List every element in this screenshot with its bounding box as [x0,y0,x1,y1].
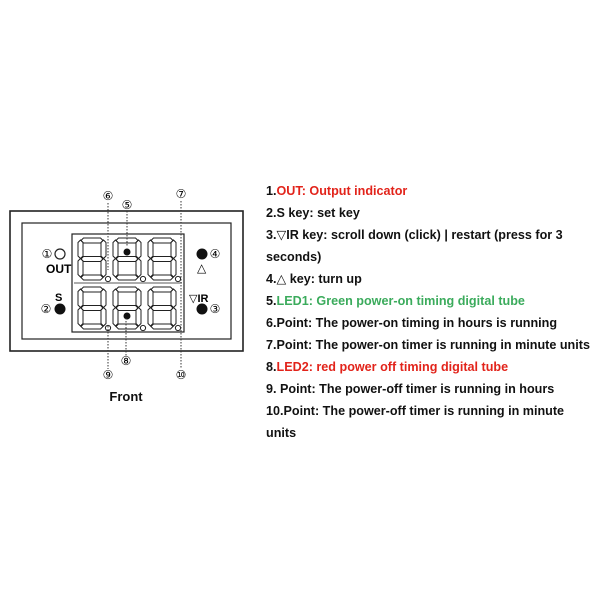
callout-9: ⑨ [102,368,114,382]
digit-segment [151,287,173,292]
digit-segment [78,308,83,327]
legend-item-10: 10.Point: The power-off timer is running in minute units [266,404,565,440]
legend-item-9: 9. Point: The power-off timer is running in hours [266,382,555,396]
led-marker-dot [124,313,131,320]
decimal-point [175,325,180,330]
ir-key-button[interactable] [197,304,208,315]
digit-segment [81,324,103,329]
legend-item-1: 1.OUT: Output indicator [266,184,408,198]
led-marker-dot [124,249,131,256]
digit-segment [78,259,83,278]
digit-segment [171,240,176,259]
callout-2: ② [40,302,52,316]
seven-segment-digit [78,238,106,280]
front-caption: Front [109,389,143,404]
digit-segment [151,238,173,243]
seven-segment-digit [148,287,176,329]
digit-segment [116,275,138,280]
legend-item-4: 4.△ key: turn up [266,272,362,286]
ir-key-label: ▽IR [189,293,209,305]
digit-segment [148,308,153,327]
decimal-point [140,276,145,281]
s-key-button[interactable] [55,304,66,315]
digit-segment [116,257,138,262]
decimal-point [140,325,145,330]
out-label: OUT [46,262,72,276]
digit-segment [136,240,141,259]
callout-4: ④ [209,247,221,261]
seven-segment-digit [148,238,176,280]
legend-list [266,180,596,444]
s-key-label: S [55,292,63,304]
digit-segment [136,289,141,308]
out-indicator-led [55,249,65,259]
digit-segment [113,240,118,259]
leader-lines [108,201,181,369]
digit-segment [78,240,83,259]
seven-segment-digit [78,287,106,329]
callout-1: ① [41,247,53,261]
callout-10: ⑩ [175,368,187,382]
callout-6: ⑥ [102,189,114,203]
legend-item-7: 7.Point: The power-on timer is running in minute units [266,338,590,352]
digit-segment [171,259,176,278]
digit-segment [81,257,103,262]
digit-segment [78,289,83,308]
digit-segment [148,289,153,308]
legend-item-2: 2.S key: set key [266,206,360,220]
digit-segment [116,324,138,329]
legend-item-8: 8.LED2: red power off timing digital tube [266,360,509,374]
legend-item-5: 5.LED1: Green power-on timing digital tube [266,294,525,308]
decimal-point [105,276,110,281]
digit-segment [81,306,103,311]
digit-segment [101,240,106,259]
callout-3: ③ [209,302,221,316]
digit-segment [113,289,118,308]
digit-segment [101,259,106,278]
digit-segment [113,308,118,327]
digit-segment [151,275,173,280]
digit-segment [151,257,173,262]
digit-segment [101,289,106,308]
seven-segment-digit [113,287,141,329]
digit-segment [81,238,103,243]
digit-segment [116,287,138,292]
digit-segment [136,259,141,278]
digit-segment [101,308,106,327]
digit-segment [136,308,141,327]
digit-segment [81,287,103,292]
digit-segment [148,240,153,259]
decimal-point [175,276,180,281]
up-key-label: △ [197,261,207,275]
digit-segment [171,289,176,308]
callout-8: ⑧ [120,354,132,368]
up-key-button[interactable] [197,249,208,260]
callout-7: ⑦ [175,187,187,201]
digit-segment [113,259,118,278]
callout-5: ⑤ [121,198,133,212]
digit-segment [81,275,103,280]
digit-segment [116,306,138,311]
digit-segment [151,306,173,311]
digit-segment [151,324,173,329]
digit-segment [148,259,153,278]
legend-item-3: 3.▽IR key: scroll down (click) | restart (press for 3 seconds) [266,228,563,264]
legend-item-6: 6.Point: The power-on timing in hours is running [266,316,558,330]
digit-segment [171,308,176,327]
